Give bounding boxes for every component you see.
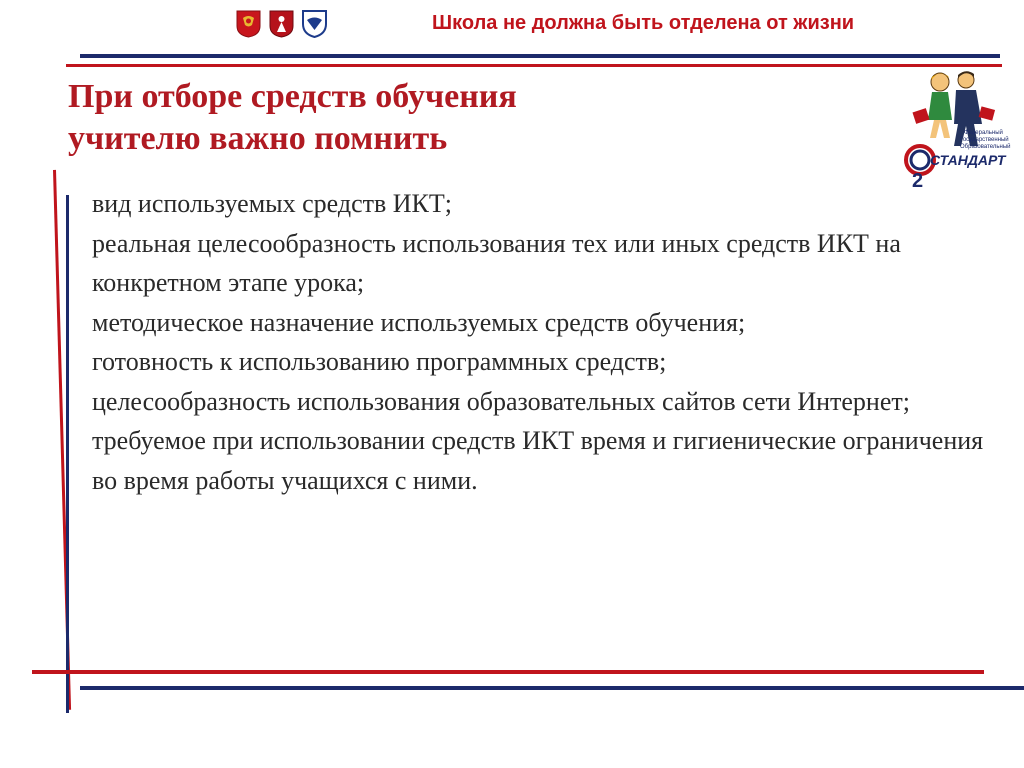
fgos-standard-logo-icon [898, 68, 1011, 192]
slide-title-line-1: При отборе средств обучения [68, 78, 517, 115]
top-red-line [66, 64, 1002, 67]
logo-caption-line-1: Федеральный [964, 130, 1003, 136]
logo-brand: СТАНДАРТ [930, 152, 1006, 168]
list-item: вид используемых средств ИКТ; [92, 189, 452, 218]
criteria-list [92, 184, 992, 500]
list-item: целесообразность использования образовательных сайтов сети Интернет; [92, 386, 910, 416]
logo-caption-line-2: Государственный [960, 137, 1009, 143]
list-item: готовность к использованию программных средств; [92, 347, 667, 376]
logo-numeral: 2 [912, 170, 924, 192]
list-item: реальная целесообразность использования тех или иных средств ИКТ на конкретном этапе урока; [92, 228, 901, 297]
russia-coat-of-arms-icon [236, 10, 261, 38]
slide-title [68, 76, 517, 160]
left-navy-vertical-line [66, 195, 69, 713]
list-item: методическое назначение используемых средств обучения; [92, 307, 746, 337]
top-navy-line [80, 54, 1000, 58]
education-department-emblem-icon [302, 10, 327, 38]
moscow-coat-of-arms-icon [269, 10, 294, 38]
header-emblems [236, 10, 327, 38]
list-item: требуемое при использовании средств ИКТ время и гигиенические ограничения во время работы учащихся с ними. [92, 426, 984, 495]
logo-caption-line-3: Образовательный [960, 144, 1011, 150]
header-slogan: Школа не должна быть отделена от жизни [432, 12, 855, 34]
slide-title-line-2: учителю важно помнить [68, 120, 448, 157]
bottom-red-line [32, 670, 984, 674]
bottom-navy-line [80, 686, 1024, 690]
